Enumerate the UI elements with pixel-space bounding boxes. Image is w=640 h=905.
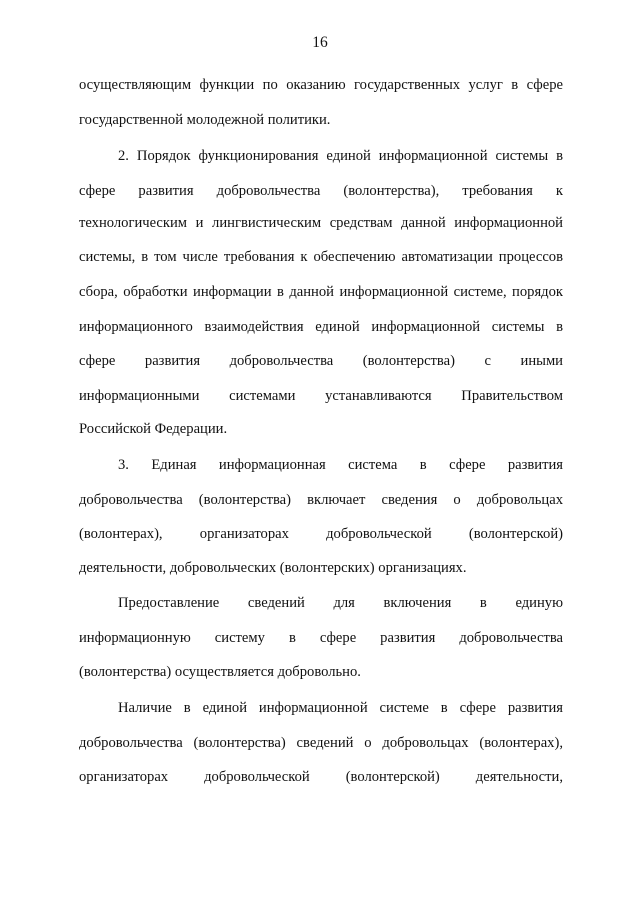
text-line: информационную систему в сфере развития добровольчества [79, 630, 563, 646]
text-line: добровольчества (волонтерства) включает сведения о добровольцах [79, 492, 563, 508]
text-line: Наличие в единой информационной системе в сфере развития [118, 700, 563, 716]
page-number: 16 [312, 34, 328, 51]
text-line: 2. Порядок функционирования единой информационной системы в [118, 148, 563, 164]
text-line: сбора, обработки информации в данной информационной системе, порядок [79, 284, 563, 300]
text-line: (волонтерах), организаторах добровольческой (волонтерской) [79, 526, 563, 542]
text-line: системы, в том числе требования к обеспечению автоматизации процессов [79, 249, 563, 265]
text-line: Предоставление сведений для включения в единую [118, 595, 563, 611]
text-line: информационными системами устанавливаются Правительством [79, 388, 563, 404]
text-line: сфере развития добровольчества (волонтерства), требования к [79, 183, 563, 199]
text-line: Российской Федерации. [79, 421, 228, 437]
text-line: 3. Единая информационная система в сфере развития [118, 457, 563, 473]
text-line: деятельности, добровольческих (волонтерских) организациях. [79, 560, 467, 576]
text-line: (волонтерства) осуществляется добровольно. [79, 664, 361, 680]
text-line: информационного взаимодействия единой информационной системы в [79, 319, 563, 335]
text-line: добровольчества (волонтерства) сведений о добровольцах (волонтерах), [79, 735, 563, 751]
text-line: государственной молодежной политики. [79, 112, 331, 128]
text-line: сфере развития добровольчества (волонтерства) с иными [79, 353, 563, 369]
text-line: технологическим и лингвистическим средствам данной информационной [79, 215, 563, 231]
text-line: осуществляющим функции по оказанию государственных услуг в сфере [79, 77, 563, 93]
text-line: организаторах добровольческой (волонтерской) деятельности, [79, 769, 563, 785]
